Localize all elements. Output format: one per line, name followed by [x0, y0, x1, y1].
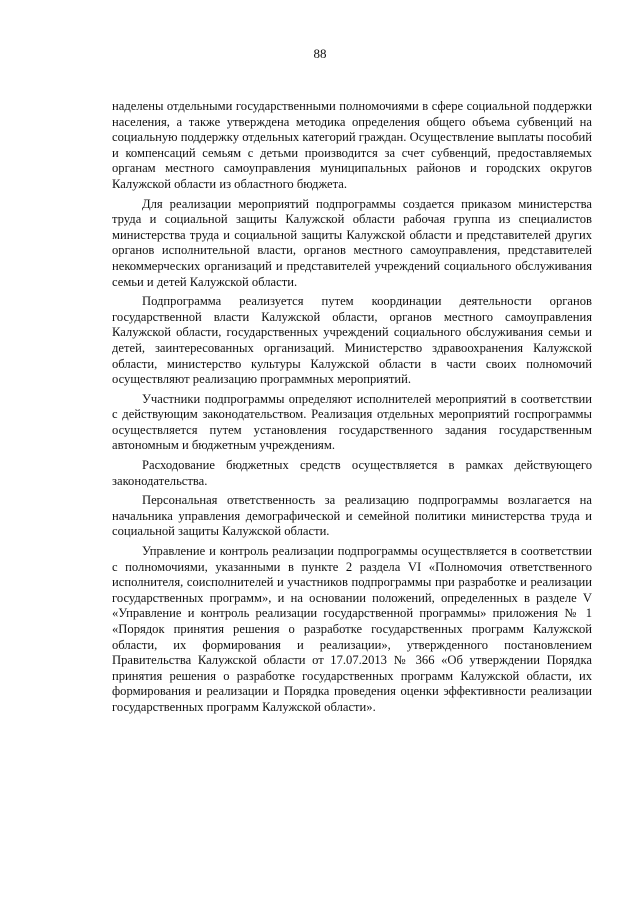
page-number: 88 [313, 46, 327, 61]
paragraph-4: Участники подпрограммы определяют исполнителей мероприятий в соответствии с действующим законодательством. Реализация отдельных мероприятий госпрограммы осуществляется путем установления государственного задания государственным автономным и бюджетным учреждениям. [112, 391, 592, 453]
paragraph-2: Для реализации мероприятий подпрограммы создается приказом министерства труда и социальной защиты Калужской области рабочая группа из специалистов министерства труда и социальной защиты Калужской области и представителей других органов исполнительной власти, органов местного самоуправления, представителей некоммерческих организаций и представителей учреждений социального обслуживания семьи и детей Калужской области. [112, 196, 592, 289]
paragraph-3: Подпрограмма реализуется путем координации деятельности органов государственной власти Калужской области, органов местного самоуправления Калужской области, государственных учреждений социального обслуживания семьи и детей, заинтересованных организаций. Министерство здравоохранения Калужской области, министерство культуры Калужской области в части своих полномочий осуществляют реализацию программных мероприятий. [112, 294, 592, 387]
paragraph-7: Управление и контроль реализации подпрограммы осуществляется в соответствии с полномочиями, указанными в пункте 2 раздела VI «Полномочия ответственного исполнителя, соисполнителей и участников подпрограммы при разработке и реализации государственных программ», и на основании положений, определенных в разделе V «Управление и контроль реализации государственной программы» приложения № 1 «Порядок принятия решения о разработке государственных программ Калужской области, их формирования и реализации», утвержденного постановлением Правительства Калужской области от 17.07.2013 № 366 «Об утверждении Порядка принятия решения о разработке государственных программ Калужской области, их формирования и реализации и Порядка проведения оценки эффективности реализации государственных программ Калужской области». [112, 544, 592, 714]
paragraph-6: Персональная ответственность за реализацию подпрограммы возлагается на начальника управления демографической и семейной политики министерства труда и социальной защиты Калужской области. [112, 493, 592, 539]
paragraph-5: Расходование бюджетных средств осуществляется в рамках действующего законодательства. [112, 458, 592, 488]
document-body [112, 99, 592, 720]
paragraph-1: наделены отдельными государственными полномочиями в сфере социальной поддержки населения, а также утверждена методика определения общего объема субвенций на социальную поддержку отдельных категорий граждан. Осуществление выплаты пособий и компенсаций семьям с детьми производится за счет субвенций, предоставляемых органам местного самоуправления муниципальных районов и городских округов Калужской области из областного бюджета. [112, 99, 592, 191]
